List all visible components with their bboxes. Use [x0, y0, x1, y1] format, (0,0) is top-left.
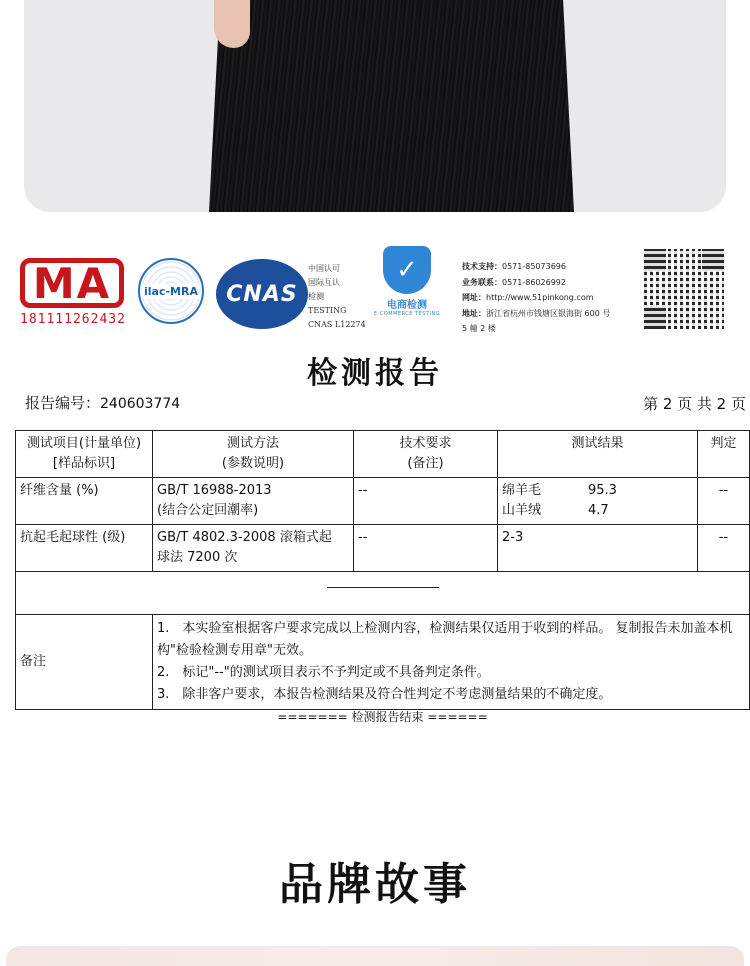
table-row	[16, 478, 750, 525]
row-item: 抗起毛起球性 (级)	[16, 525, 153, 572]
row-result: 2-3	[498, 525, 698, 572]
table-row	[16, 525, 750, 572]
cma-logo	[20, 258, 128, 328]
remarks-content	[153, 615, 750, 710]
row-judge: --	[698, 478, 750, 525]
report-table	[15, 430, 750, 710]
cnas-logo: CNAS	[216, 259, 308, 329]
row-requirement: --	[354, 525, 498, 572]
remark-1: 1. 本实验室根据客户要求完成以上检测内容，检测结果仅适用于收到的样品。 复制报告未加盖本机构"检验检测专用章"无效。	[157, 621, 733, 658]
tech-phone: 0571-85073696	[502, 262, 566, 271]
cma-number: 181111262432	[20, 312, 126, 327]
ecom-subtitle: E-COMMERCE TESTING	[373, 311, 441, 317]
contact-info: 技术支持：0571-85073696 业务联系：0571-86026992 网址：http://www.51pinkong.com 地址：浙江省杭州市钱塘区银海街 600 号 5 幢 2 楼	[462, 262, 611, 333]
header-requirement: 技术要求 (备注)	[354, 431, 498, 478]
brand-story-heading: 品牌故事	[279, 859, 471, 910]
remark-2: 2. 标记"--"的测试项目表示不予判定或不具备判定条件。	[157, 665, 490, 680]
qr-code-icon	[644, 249, 724, 329]
row-method: GB/T 16988-2013 (结合公定回潮率)	[153, 478, 354, 525]
remark-3: 3. 除非客户要求，本报告检测结果及符合性判定不考虑测量结果的不确定度。	[157, 687, 612, 702]
hand-image	[214, 0, 250, 48]
header-judge: 判定	[698, 431, 750, 478]
header-item: 测试项目(计量单位) [样品标识]	[16, 431, 153, 478]
biz-phone: 0571-86026992	[502, 277, 566, 287]
remarks-row	[16, 615, 750, 710]
row-judge: --	[698, 525, 750, 572]
header-method: 测试方法 (参数说明)	[153, 431, 354, 478]
row-result: 绵羊毛 95.3 山羊绒 4.7	[498, 478, 698, 525]
ilac-text: ilac-MRA	[144, 284, 198, 298]
divider	[327, 587, 439, 588]
ecommerce-testing-logo	[368, 246, 446, 324]
report-end: ======= 检测报告结束 ======	[277, 710, 488, 724]
pleated-skirt-image	[209, 0, 574, 212]
shield-check-icon: ✓	[383, 246, 431, 294]
ilac-mra-logo	[138, 258, 204, 324]
report-number: 报告编号：240603774	[25, 394, 181, 412]
ecom-title: 电商检测	[387, 300, 427, 311]
table-header-row	[16, 431, 750, 478]
product-photo	[24, 0, 726, 212]
row-method: GB/T 4802.3-2008 滚箱式起 球法 7200 次	[153, 525, 354, 572]
next-section-image	[6, 946, 744, 966]
row-requirement: --	[354, 478, 498, 525]
remarks-label: 备注	[16, 615, 153, 710]
row-item: 纤维含量 (%)	[16, 478, 153, 525]
page-info: 第 2 页 共 2 页	[643, 395, 746, 413]
cma-mark: MA	[20, 258, 124, 308]
recognition-text: 中国认可 国际互认 检测 TESTING CNAS L12274	[308, 264, 366, 329]
address-line2: 5 幢 2 楼	[462, 324, 496, 333]
blank-row	[16, 572, 750, 615]
report-title: 检测报告	[307, 356, 443, 391]
address: 浙江省杭州市钱塘区银海街 600 号	[486, 308, 611, 318]
website: http://www.51pinkong.com	[486, 293, 594, 302]
header-result: 测试结果	[498, 431, 698, 478]
